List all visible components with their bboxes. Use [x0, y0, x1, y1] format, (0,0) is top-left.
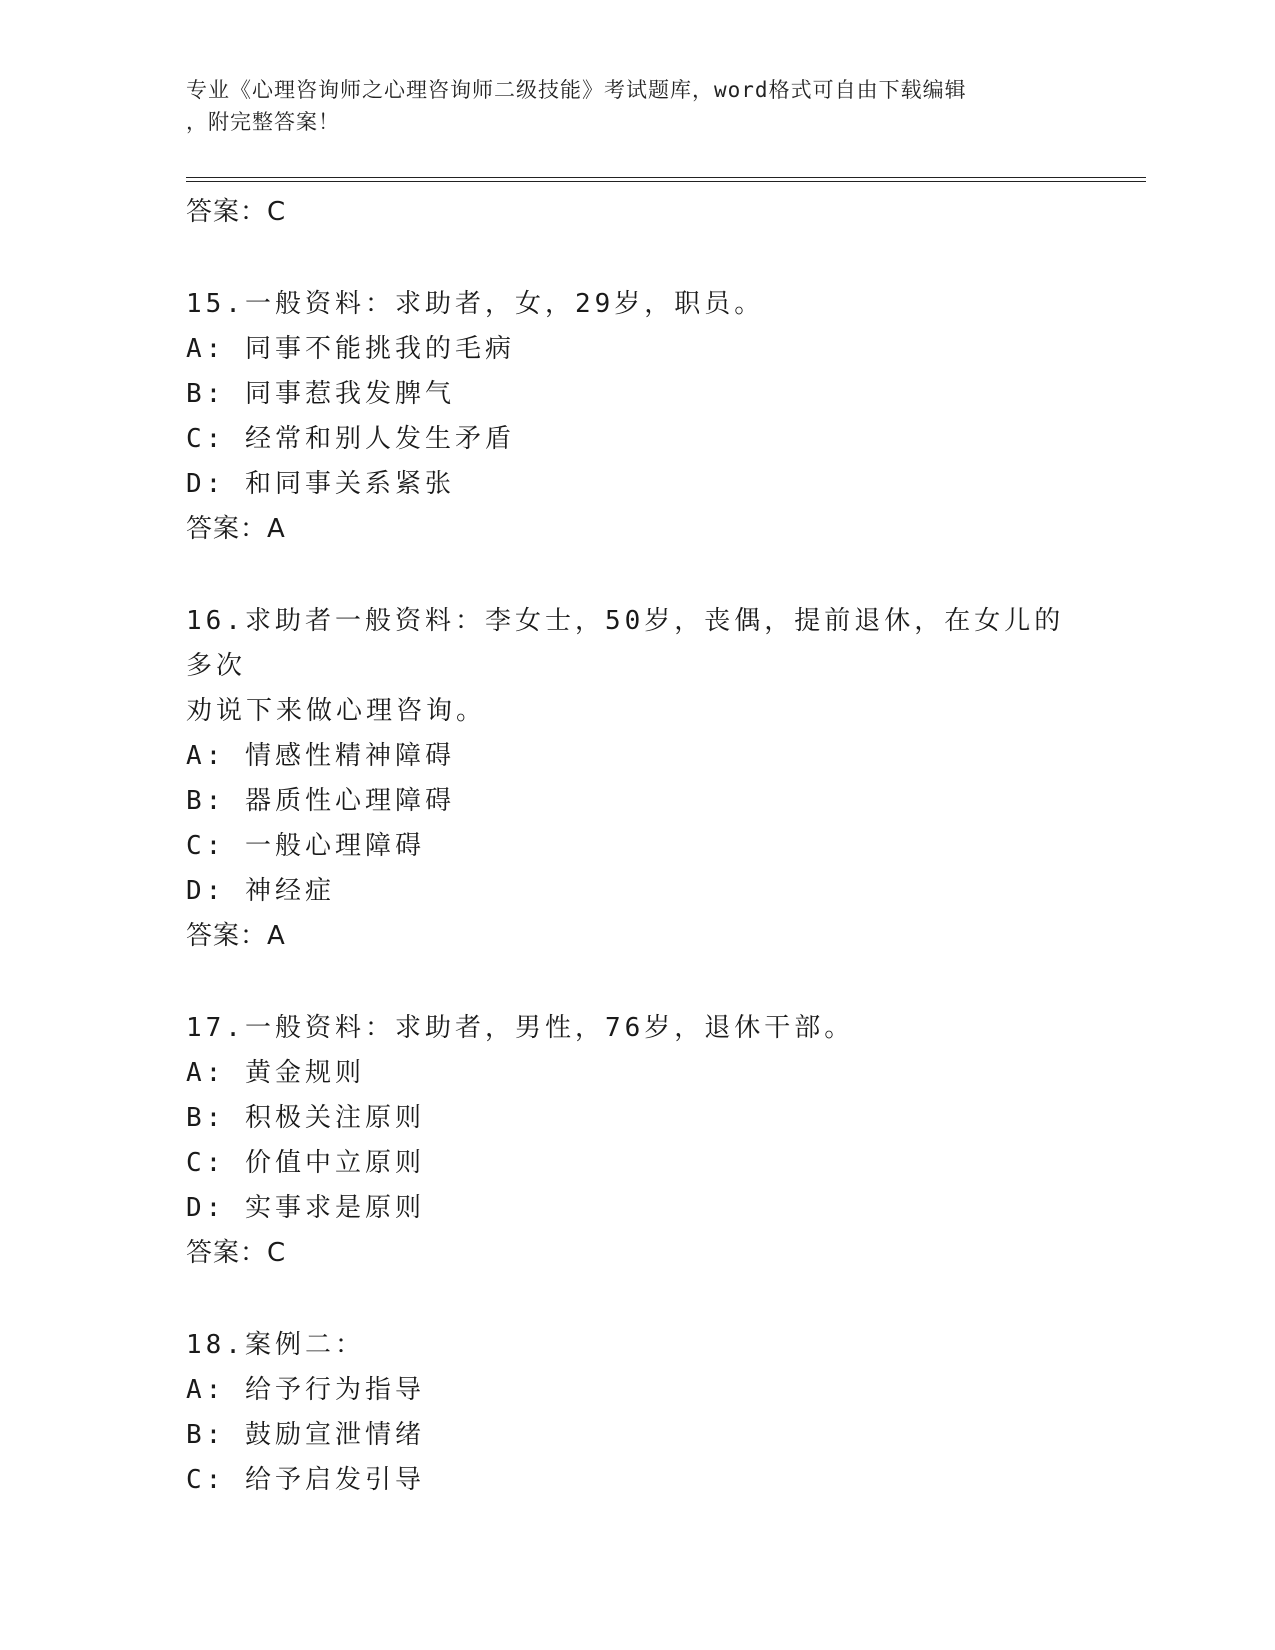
previous-answer: 答案：C: [186, 197, 287, 227]
header-line-2: ，附完整答案！: [186, 110, 340, 134]
spacer: [186, 1275, 1086, 1323]
question-stem-line-1: 16.求助者一般资料：李女士，50岁，丧偶，提前退休，在女儿的多次: [186, 606, 1065, 681]
question-stem: 17.一般资料：求助者，男性，76岁，退休干部。: [186, 1013, 855, 1043]
option-c: C: 价值中立原则: [186, 1148, 425, 1178]
document-header: [186, 74, 1086, 138]
option-c: C: 给予启发引导: [186, 1465, 425, 1495]
option-b: B: 积极关注原则: [186, 1103, 425, 1133]
option-d: D: 实事求是原则: [186, 1193, 425, 1223]
answer: 答案：C: [186, 1238, 287, 1268]
option-c: C: 经常和别人发生矛盾: [186, 424, 515, 454]
question-17: [186, 1006, 1086, 1275]
option-d: D: 神经症: [186, 876, 335, 906]
option-b: B: 器质性心理障碍: [186, 786, 455, 816]
option-a: A: 同事不能挑我的毛病: [186, 334, 515, 364]
question-16: [186, 599, 1086, 958]
question-stem-line-2: 劝说下来做心理咨询。: [186, 696, 487, 726]
question-15: [186, 282, 1086, 551]
answer: 答案：A: [186, 514, 286, 544]
option-c: C: 一般心理障碍: [186, 831, 425, 861]
spacer: [186, 958, 1086, 1006]
header-double-rule: [186, 177, 1146, 182]
question-stem: 15.一般资料：求助者，女，29岁，职员。: [186, 289, 765, 319]
spacer: [186, 551, 1086, 599]
option-a: A: 黄金规则: [186, 1058, 365, 1088]
question-list: [186, 190, 1086, 1503]
answer: 答案：A: [186, 921, 286, 951]
option-a: A: 给予行为指导: [186, 1375, 425, 1405]
spacer: [186, 234, 1086, 282]
option-a: A: 情感性精神障碍: [186, 741, 455, 771]
question-18: [186, 1323, 1086, 1503]
header-line-1: 专业《心理咨询师之心理咨询师二级技能》考试题库，word格式可自由下载编辑: [186, 78, 967, 102]
option-b: B: 同事惹我发脾气: [186, 379, 455, 409]
option-d: D: 和同事关系紧张: [186, 469, 455, 499]
option-b: B: 鼓励宣泄情绪: [186, 1420, 425, 1450]
question-stem: 18.案例二：: [186, 1330, 365, 1360]
